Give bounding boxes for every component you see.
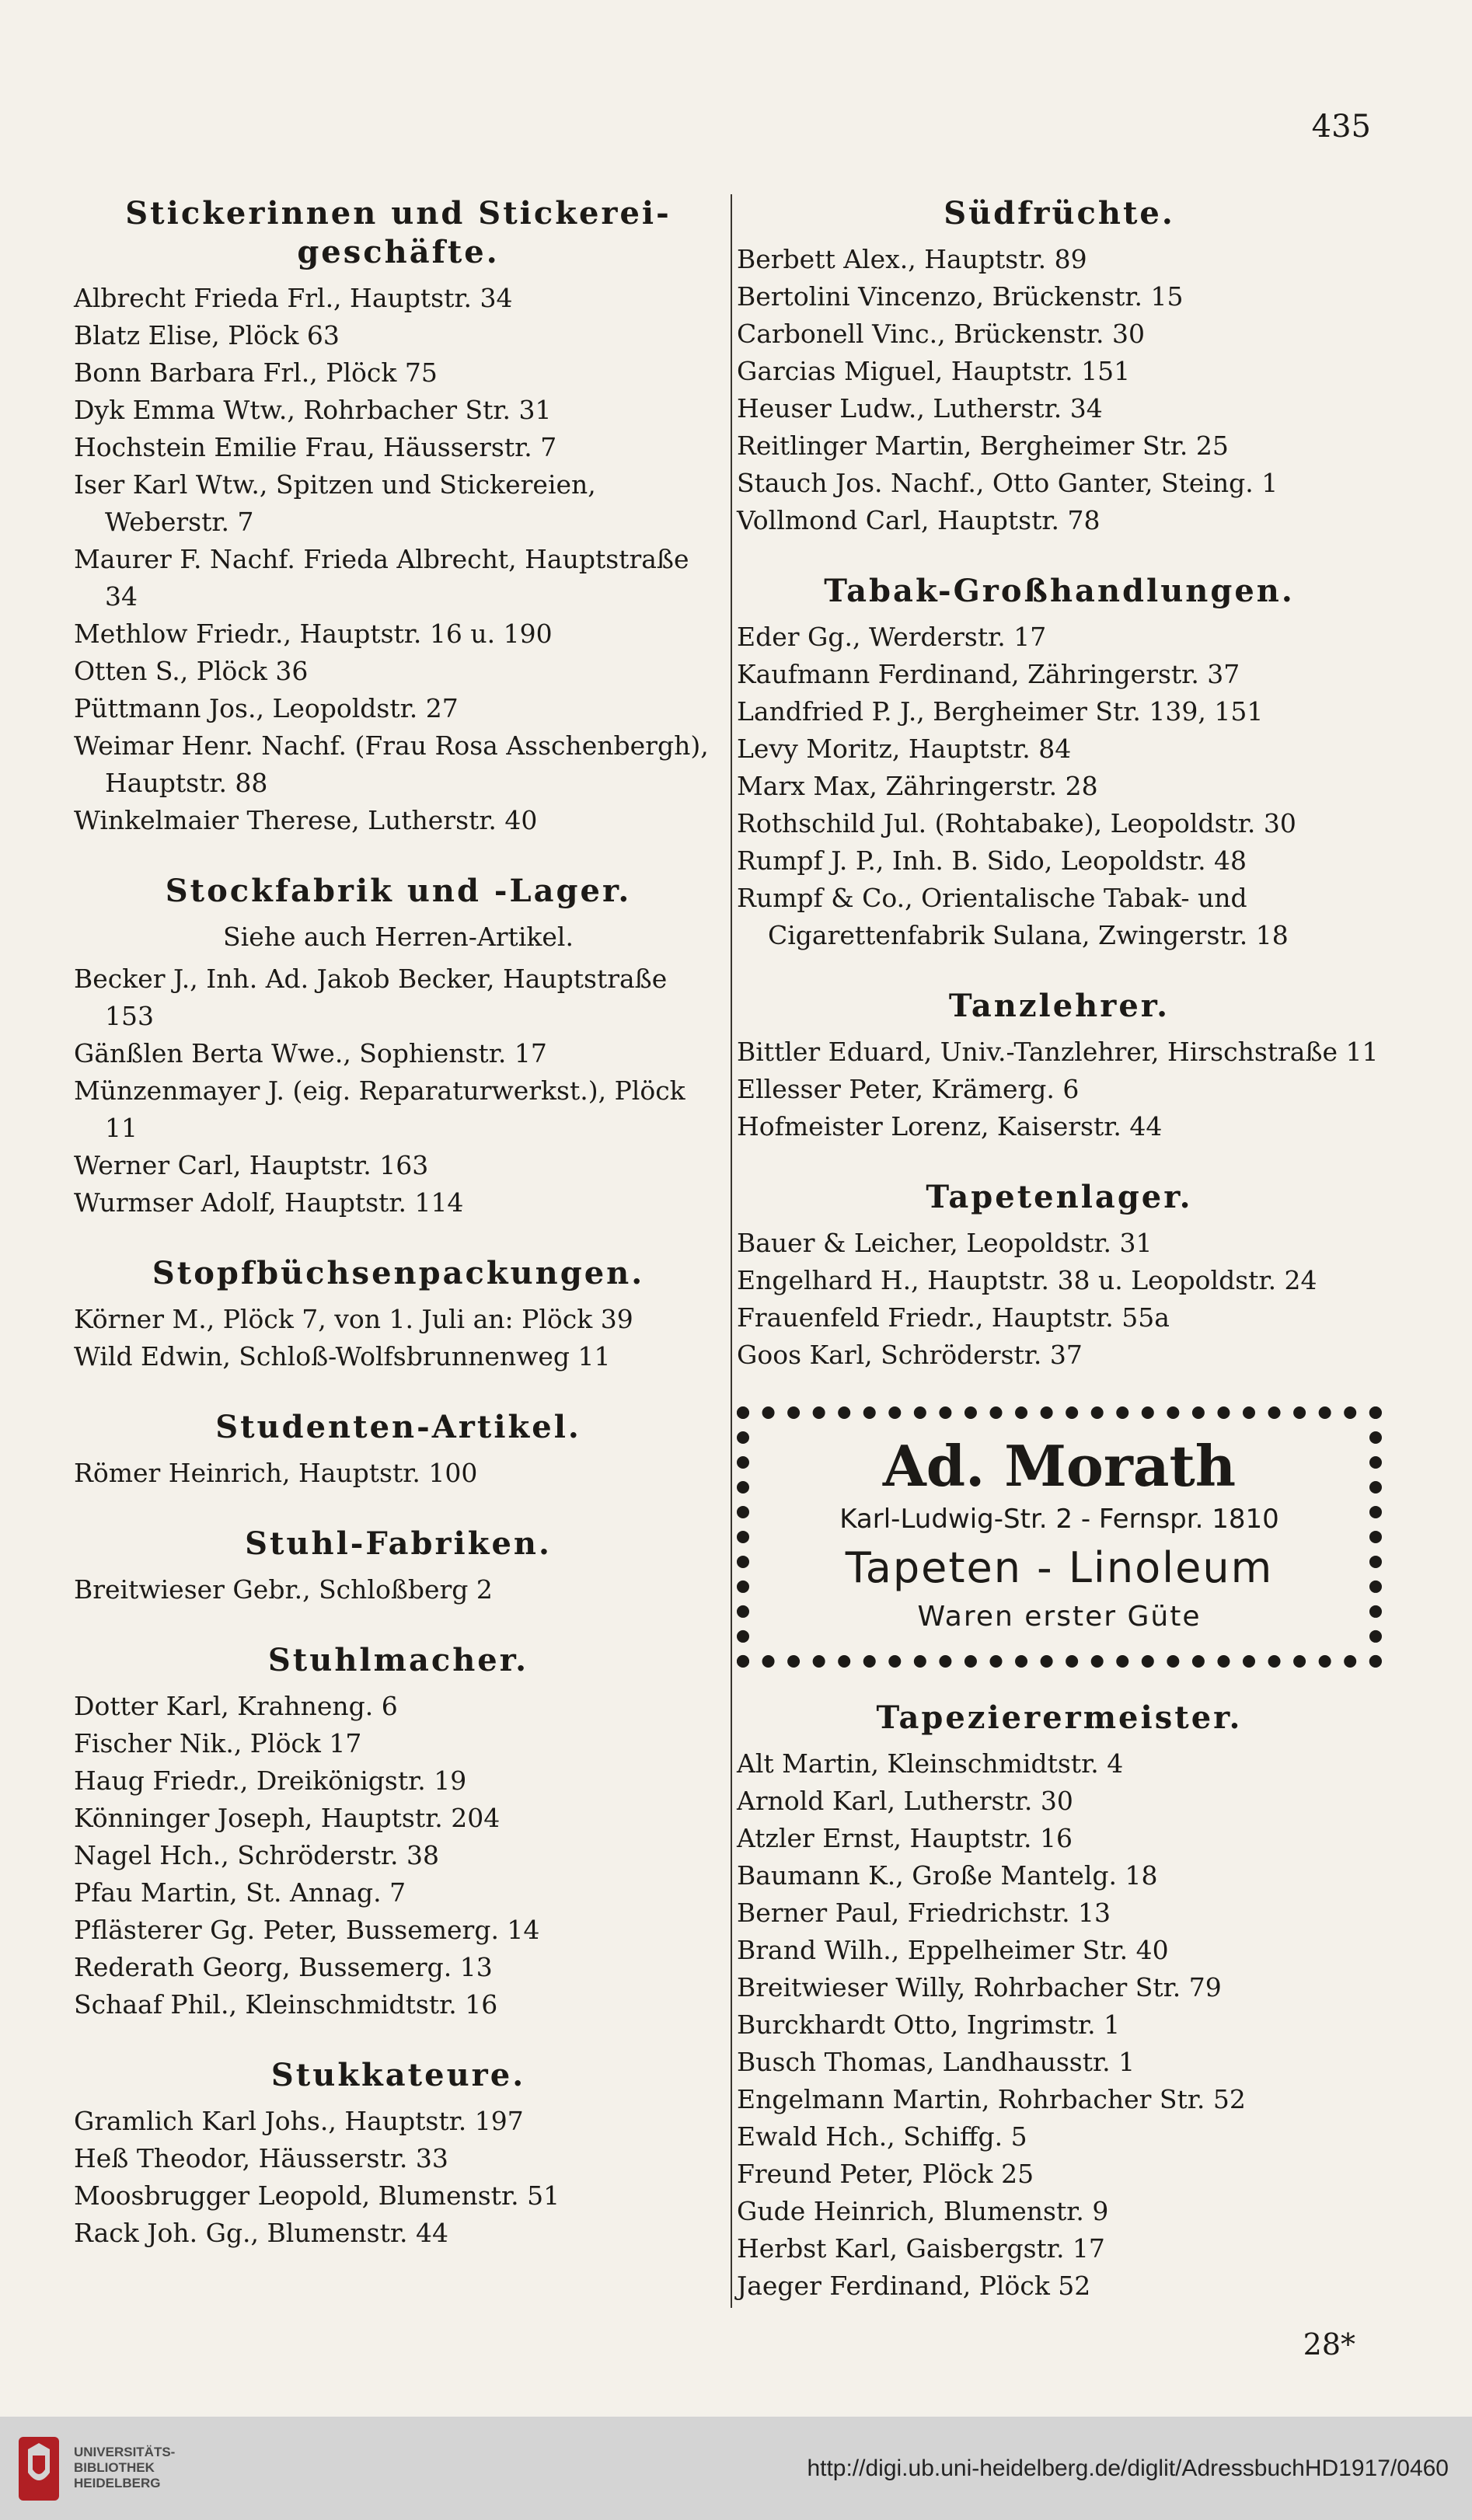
directory-entry: Carbonell Vinc., Brückenstr. 30 [737,319,1145,349]
column-divider [731,194,732,2308]
directory-entry: Levy Moritz, Hauptstr. 84 [737,734,1072,764]
section-cross-reference: Siehe auch Herren-Artikel. [223,922,574,952]
directory-entry: Methlow Friedr., Hauptstr. 16 u. 190 [74,619,553,649]
directory-entry: Busch Thomas, Landhausstr. 1 [737,2047,1135,2077]
directory-entry: Schaaf Phil., Kleinschmidtstr. 16 [74,1989,498,2020]
library-name [74,2445,175,2491]
directory-entry: Münzenmayer J. (eig. Reparaturwerkst.), Plöck 11 [74,1075,685,1143]
digitization-footer [0,2417,1472,2520]
directory-entry: Könninger Joseph, Hauptstr. 204 [74,1803,501,1833]
directory-entry: Ewald Hch., Schiffg. 5 [737,2121,1027,2152]
directory-entry: Iser Karl Wtw., Spitzen und Stickereien, Weberstr. 7 [74,469,596,537]
section-heading: Tapetenlager. [926,1179,1193,1215]
directory-entry: Püttmann Jos., Leopoldstr. 27 [74,693,459,723]
directory-entry: Eder Gg., Werderstr. 17 [737,622,1047,652]
directory-entry: Herbst Karl, Gaisbergstr. 17 [737,2233,1105,2264]
directory-entry: Bertolini Vincenzo, Brückenstr. 15 [737,281,1184,312]
directory-entry: Blatz Elise, Plöck 63 [74,320,340,350]
directory-entry: Vollmond Carl, Hauptstr. 78 [737,505,1101,535]
section-heading: Studenten-Artikel. [215,1409,581,1445]
directory-entry: Heuser Ludw., Lutherstr. 34 [737,393,1103,423]
directory-section [74,1408,723,1492]
directory-entry: Weimar Henr. Nachf. (Frau Rosa Asschenbergh), Hauptstr. 88 [74,730,709,798]
directory-entry: Fischer Nik., Plöck 17 [74,1728,362,1758]
directory-entry: Wurmser Adolf, Hauptstr. 114 [74,1187,464,1218]
directory-entry: Breitwieser Willy, Rohrbacher Str. 79 [737,1972,1222,2002]
ad-tagline: Waren erster Güte [917,1601,1202,1633]
ad-company-name: Ad. Morath [882,1433,1237,1499]
directory-entry: Arnold Karl, Lutherstr. 30 [737,1786,1073,1816]
directory-entry: Garcias Miguel, Hauptstr. 151 [737,356,1131,386]
right-column-bottom [737,1699,1382,2305]
directory-entry: Breitwieser Gebr., Schloßberg 2 [74,1574,493,1605]
directory-entry: Gude Heinrich, Blumenstr. 9 [737,2196,1109,2226]
section-heading: Stuhlmacher. [267,1642,529,1678]
directory-section [737,194,1382,539]
directory-entry: Freund Peter, Plöck 25 [737,2159,1034,2189]
directory-section [737,1178,1382,1374]
section-heading: Stickerinnen und Stickerei-geschäfte. [125,195,671,270]
right-column-top [737,194,1382,1374]
directory-entry: Wild Edwin, Schloß-Wolfsbrunnenweg 11 [74,1341,611,1372]
directory-entry: Engelhard H., Hauptstr. 38 u. Leopoldstr. 24 [737,1265,1317,1295]
directory-entry: Frauenfeld Friedr., Hauptstr. 55a [737,1302,1170,1333]
source-url-link[interactable]: http://digi.ub.uni-heidelberg.de/diglit/AdressbuchHD1917/0460 [807,2456,1449,2481]
directory-entry: Werner Carl, Hauptstr. 163 [74,1150,429,1180]
section-heading: Stockfabrik und -Lager. [165,873,632,909]
directory-entry: Bauer & Leicher, Leopoldstr. 31 [737,1228,1153,1258]
directory-entry: Moosbrugger Leopold, Blumenstr. 51 [74,2180,560,2211]
directory-entry: Berbett Alex., Hauptstr. 89 [737,244,1087,274]
directory-section [74,2056,723,2252]
library-name-line: HEIDELBERG [74,2476,161,2490]
library-name-line: UNIVERSITÄTS- [74,2445,176,2459]
section-heading: Südfrüchte. [944,195,1175,232]
right-column [737,194,1382,2337]
directory-entry: Rumpf J. P., Inh. B. Sido, Leopoldstr. 48 [737,845,1247,876]
directory-entry: Winkelmaier Therese, Lutherstr. 40 [74,805,538,835]
directory-entry: Jaeger Ferdinand, Plöck 52 [737,2271,1091,2301]
section-heading: Stukkateure. [270,2057,526,2093]
directory-section [74,194,723,839]
directory-entry: Nagel Hch., Schröderstr. 38 [74,1840,439,1870]
directory-entry: Dotter Karl, Krahneng. 6 [74,1691,398,1721]
university-seal-icon [16,2434,62,2504]
directory-entry: Stauch Jos. Nachf., Otto Ganter, Steing. 1 [737,468,1278,498]
directory-entry: Becker J., Inh. Ad. Jakob Becker, Hauptstraße 153 [74,964,668,1031]
directory-entry: Otten S., Plöck 36 [74,656,309,686]
directory-section [74,1525,723,1609]
directory-section [737,1699,1382,2305]
directory-entry: Maurer F. Nachf. Frieda Albrecht, Hauptstraße 34 [74,544,689,612]
directory-entry: Dyk Emma Wtw., Rohrbacher Str. 31 [74,395,552,425]
ad-products: Tapeten - Linoleum [845,1543,1274,1592]
directory-entry: Reitlinger Martin, Bergheimer Str. 25 [737,430,1229,461]
directory-entry: Atzler Ernst, Hauptstr. 16 [737,1823,1073,1853]
directory-entry: Rack Joh. Gg., Blumenstr. 44 [74,2218,448,2248]
section-heading: Tabak-Großhandlungen. [824,573,1295,609]
directory-entry: Bittler Eduard, Univ.-Tanzlehrer, Hirschstraße 11 [737,1037,1379,1067]
directory-entry: Pflästerer Gg. Peter, Bussemerg. 14 [74,1915,540,1945]
left-column [74,194,723,2285]
directory-entry: Römer Heinrich, Hauptstr. 100 [74,1458,478,1488]
directory-entry: Ellesser Peter, Krämerg. 6 [737,1074,1080,1104]
page-number: 435 [1311,109,1371,145]
directory-entry: Rederath Georg, Bussemerg. 13 [74,1952,493,1982]
section-heading: Stopfbüchsenpackungen. [152,1255,645,1291]
directory-section [74,1254,723,1375]
directory-entry: Landfried P. J., Bergheimer Str. 139, 151 [737,696,1264,727]
directory-section [74,1641,723,2023]
directory-section [74,872,723,1222]
section-heading: Tapezierermeister. [876,1699,1243,1736]
directory-entry: Pfau Martin, St. Annag. 7 [74,1877,406,1908]
library-name-line: BIBLIOTHEK [74,2460,155,2475]
directory-entry: Goos Karl, Schröderstr. 37 [737,1340,1083,1370]
directory-entry: Berner Paul, Friedrichstr. 13 [737,1898,1111,1928]
directory-entry: Heß Theodor, Häusserstr. 33 [74,2143,448,2173]
directory-entry: Alt Martin, Kleinschmidtstr. 4 [737,1748,1124,1779]
section-heading: Stuhl-Fabriken. [245,1525,552,1562]
directory-entry: Burckhardt Otto, Ingrimstr. 1 [737,2009,1121,2040]
directory-entry: Körner M., Plöck 7, von 1. Juli an: Plöck 39 [74,1304,633,1334]
directory-entry: Bonn Barbara Frl., Plöck 75 [74,357,438,388]
directory-entry: Hofmeister Lorenz, Kaiserstr. 44 [737,1111,1163,1141]
ad-address: Karl-Ludwig-Str. 2 - Fernspr. 1810 [839,1504,1279,1535]
directory-entry: Rumpf & Co., Orientalische Tabak- und Cigarettenfabrik Sulana, Zwingerstr. 18 [737,883,1289,950]
directory-entry: Rothschild Jul. (Rohtabake), Leopoldstr. 30 [737,808,1296,838]
directory-section [737,987,1382,1145]
directory-entry: Haug Friedr., Dreikönigstr. 19 [74,1765,467,1796]
directory-section [737,572,1382,954]
folio-signature: 28* [1303,2327,1355,2361]
section-heading: Tanzlehrer. [948,988,1170,1024]
directory-entry: Brand Wilh., Eppelheimer Str. 40 [737,1935,1169,1965]
directory-entry: Hochstein Emilie Frau, Häusserstr. 7 [74,432,557,462]
advertisement [737,1406,1382,1668]
directory-entry: Baumann K., Große Mantelg. 18 [737,1860,1158,1891]
directory-entry: Gänßlen Berta Wwe., Sophienstr. 17 [74,1038,547,1068]
directory-entry: Kaufmann Ferdinand, Zähringerstr. 37 [737,659,1240,689]
directory-entry: Gramlich Karl Johs., Hauptstr. 197 [74,2106,524,2136]
directory-entry: Marx Max, Zähringerstr. 28 [737,771,1098,801]
directory-entry: Engelmann Martin, Rohrbacher Str. 52 [737,2084,1246,2114]
directory-entry: Albrecht Frieda Frl., Hauptstr. 34 [74,283,513,313]
